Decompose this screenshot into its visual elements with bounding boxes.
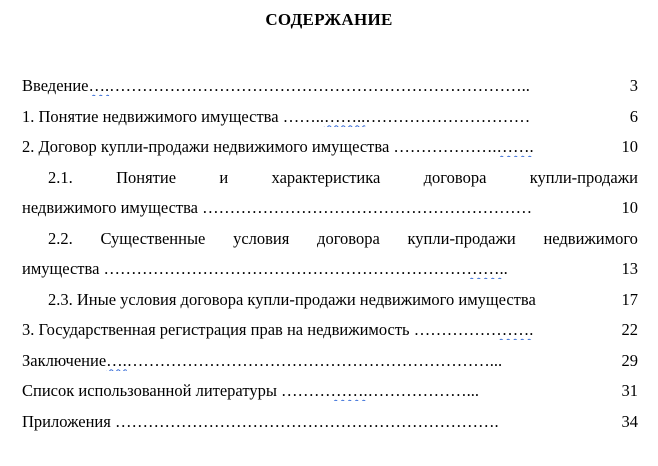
toc-page-number: 29: [621, 350, 638, 370]
table-of-contents: [22, 76, 638, 442]
toc-entry-bibliography[interactable]: [22, 381, 638, 412]
toc-page-number: 13: [621, 259, 638, 278]
toc-entry-label: Список использованной литературы …………….………………...: [22, 381, 480, 400]
toc-title: СОДЕРЖАНИЕ: [265, 10, 393, 29]
toc-entry-section-2-1-line1[interactable]: [22, 168, 638, 199]
toc-entry-introduction[interactable]: [22, 76, 638, 107]
toc-entry-label: 2.3. Иные условия договора купли-продажи недвижимого имущества: [48, 289, 536, 309]
toc-entry-section-2-3[interactable]: [22, 290, 638, 321]
toc-entry-label: Приложения …………………………………………………………….: [22, 411, 499, 431]
toc-page-number: 6: [629, 106, 638, 126]
toc-page-number: 22: [621, 320, 638, 339]
toc-entry-label: Введение….…………………………………………………………………..: [22, 76, 530, 95]
toc-entry-label: 2. Договор купли-продажи недвижимого имущества ……………….…….: [22, 137, 534, 156]
toc-entry-label: 2.2. Существенные условия договора купли-продажи недвижимого: [48, 228, 638, 248]
toc-entry-label: 1. Понятие недвижимого имущества ……..……..…………………………: [22, 106, 531, 126]
toc-entry-section-1[interactable]: [22, 107, 638, 138]
toc-entry-label: 2.1. Понятие и характеристика договора купли-продажи: [48, 167, 638, 187]
toc-entry-conclusion[interactable]: [22, 351, 638, 382]
toc-entry-label: Заключение….…………………………………………………………...: [22, 350, 503, 370]
toc-page-number: 10: [621, 198, 638, 217]
toc-entry-section-3[interactable]: [22, 320, 638, 351]
toc-page-number: 3: [629, 76, 638, 95]
toc-entry-label: недвижимого имущества ……………………………………………………: [22, 198, 533, 217]
toc-entry-section-2[interactable]: [22, 137, 638, 168]
toc-page-number: 17: [621, 289, 638, 309]
toc-entry-label: имущества ………………………………………………………………..: [22, 259, 508, 278]
toc-entry-appendices[interactable]: [22, 412, 638, 443]
toc-entry-section-2-2-line1[interactable]: [22, 229, 638, 260]
toc-page-number: 34: [621, 411, 638, 431]
toc-entry-section-2-1-line2[interactable]: [22, 198, 638, 229]
toc-entry-section-2-2-line2[interactable]: [22, 259, 638, 290]
toc-page-number: 10: [621, 137, 638, 156]
toc-page-number: 31: [621, 381, 638, 400]
toc-entry-label: 3. Государственная регистрация прав на недвижимость ………………….: [22, 320, 534, 339]
